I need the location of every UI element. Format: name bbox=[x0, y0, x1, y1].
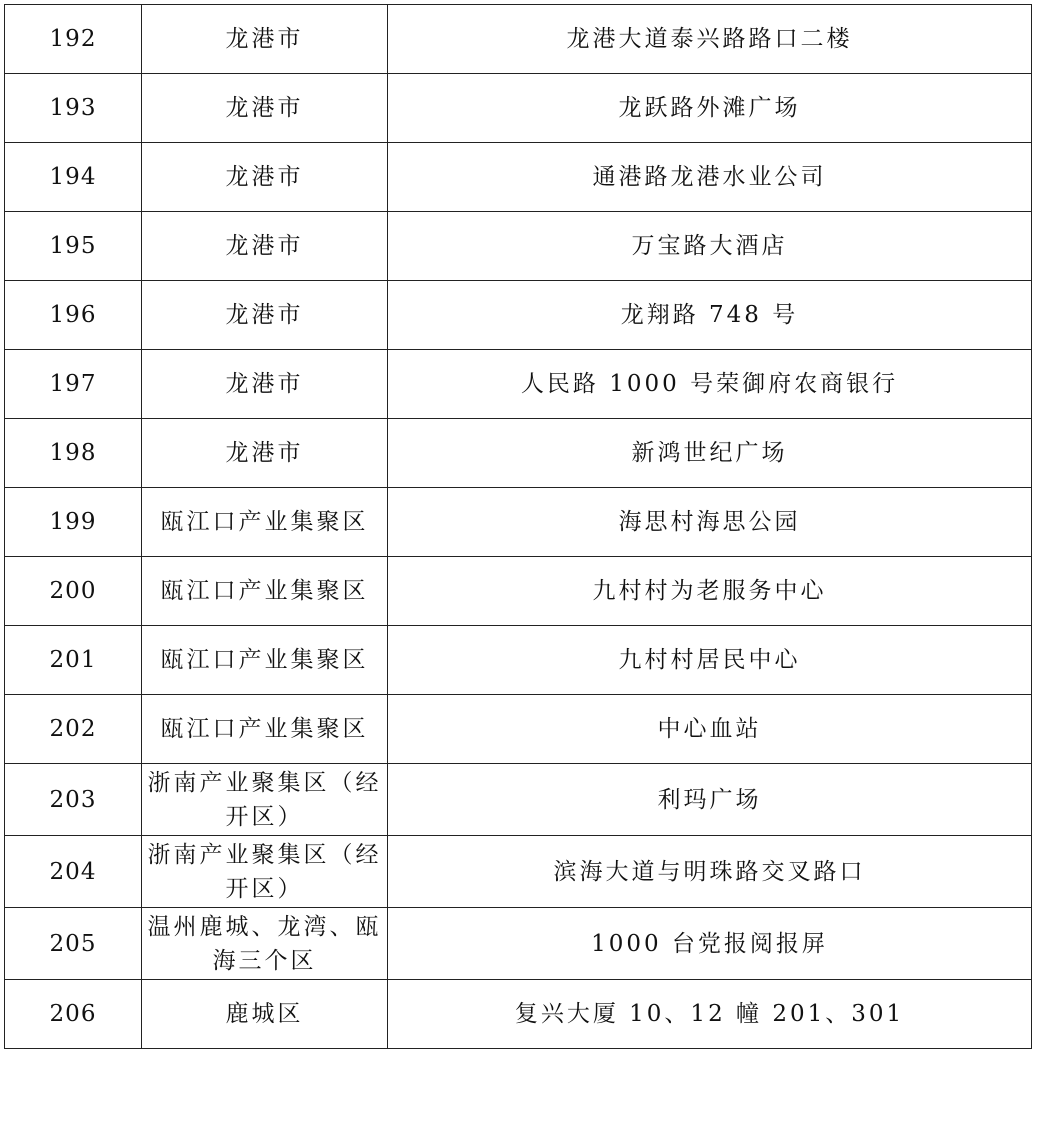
row-location: 利玛广场 bbox=[388, 764, 1032, 836]
row-location: 通港路龙港水业公司 bbox=[388, 143, 1032, 212]
row-region: 瓯江口产业集聚区 bbox=[142, 488, 388, 557]
row-region: 龙港市 bbox=[142, 212, 388, 281]
row-number: 192 bbox=[5, 5, 142, 74]
row-location: 九村村居民中心 bbox=[388, 626, 1032, 695]
row-region: 瓯江口产业集聚区 bbox=[142, 626, 388, 695]
row-region: 龙港市 bbox=[142, 143, 388, 212]
row-region: 浙南产业聚集区（经开区） bbox=[142, 836, 388, 908]
row-number: 203 bbox=[5, 764, 142, 836]
row-number: 193 bbox=[5, 74, 142, 143]
table-body bbox=[5, 5, 1032, 1049]
table-row bbox=[5, 143, 1032, 212]
row-location: 中心血站 bbox=[388, 695, 1032, 764]
row-number: 198 bbox=[5, 419, 142, 488]
row-location: 海思村海思公园 bbox=[388, 488, 1032, 557]
row-location: 复兴大厦 10、12 幢 201、301 bbox=[388, 980, 1032, 1049]
row-region: 瓯江口产业集聚区 bbox=[142, 557, 388, 626]
table-row bbox=[5, 626, 1032, 695]
row-region: 龙港市 bbox=[142, 350, 388, 419]
row-region: 鹿城区 bbox=[142, 980, 388, 1049]
row-region: 龙港市 bbox=[142, 419, 388, 488]
row-number: 197 bbox=[5, 350, 142, 419]
row-number: 195 bbox=[5, 212, 142, 281]
screen-locations-table bbox=[4, 4, 1032, 1049]
row-location: 滨海大道与明珠路交叉路口 bbox=[388, 836, 1032, 908]
row-location: 万宝路大酒店 bbox=[388, 212, 1032, 281]
row-region: 浙南产业聚集区（经开区） bbox=[142, 764, 388, 836]
row-region: 龙港市 bbox=[142, 281, 388, 350]
row-number: 200 bbox=[5, 557, 142, 626]
table-row bbox=[5, 281, 1032, 350]
row-number: 194 bbox=[5, 143, 142, 212]
row-number: 199 bbox=[5, 488, 142, 557]
row-location: 1000 台党报阅报屏 bbox=[388, 908, 1032, 980]
table-row bbox=[5, 980, 1032, 1049]
row-location: 龙翔路 748 号 bbox=[388, 281, 1032, 350]
row-location: 龙跃路外滩广场 bbox=[388, 74, 1032, 143]
row-location: 新鸿世纪广场 bbox=[388, 419, 1032, 488]
table-row bbox=[5, 350, 1032, 419]
table-row bbox=[5, 419, 1032, 488]
table-row bbox=[5, 74, 1032, 143]
row-region: 瓯江口产业集聚区 bbox=[142, 695, 388, 764]
row-location: 人民路 1000 号荣御府农商银行 bbox=[388, 350, 1032, 419]
table-row bbox=[5, 764, 1032, 836]
row-location: 龙港大道泰兴路路口二楼 bbox=[388, 5, 1032, 74]
row-region: 温州鹿城、龙湾、瓯海三个区 bbox=[142, 908, 388, 980]
table-row bbox=[5, 212, 1032, 281]
row-number: 202 bbox=[5, 695, 142, 764]
row-number: 204 bbox=[5, 836, 142, 908]
row-location: 九村村为老服务中心 bbox=[388, 557, 1032, 626]
row-number: 206 bbox=[5, 980, 142, 1049]
row-region: 龙港市 bbox=[142, 5, 388, 74]
table-row bbox=[5, 557, 1032, 626]
table-row bbox=[5, 488, 1032, 557]
table-row bbox=[5, 908, 1032, 980]
row-region: 龙港市 bbox=[142, 74, 388, 143]
table-row bbox=[5, 695, 1032, 764]
row-number: 201 bbox=[5, 626, 142, 695]
row-number: 205 bbox=[5, 908, 142, 980]
table-row bbox=[5, 5, 1032, 74]
table-row bbox=[5, 836, 1032, 908]
row-number: 196 bbox=[5, 281, 142, 350]
